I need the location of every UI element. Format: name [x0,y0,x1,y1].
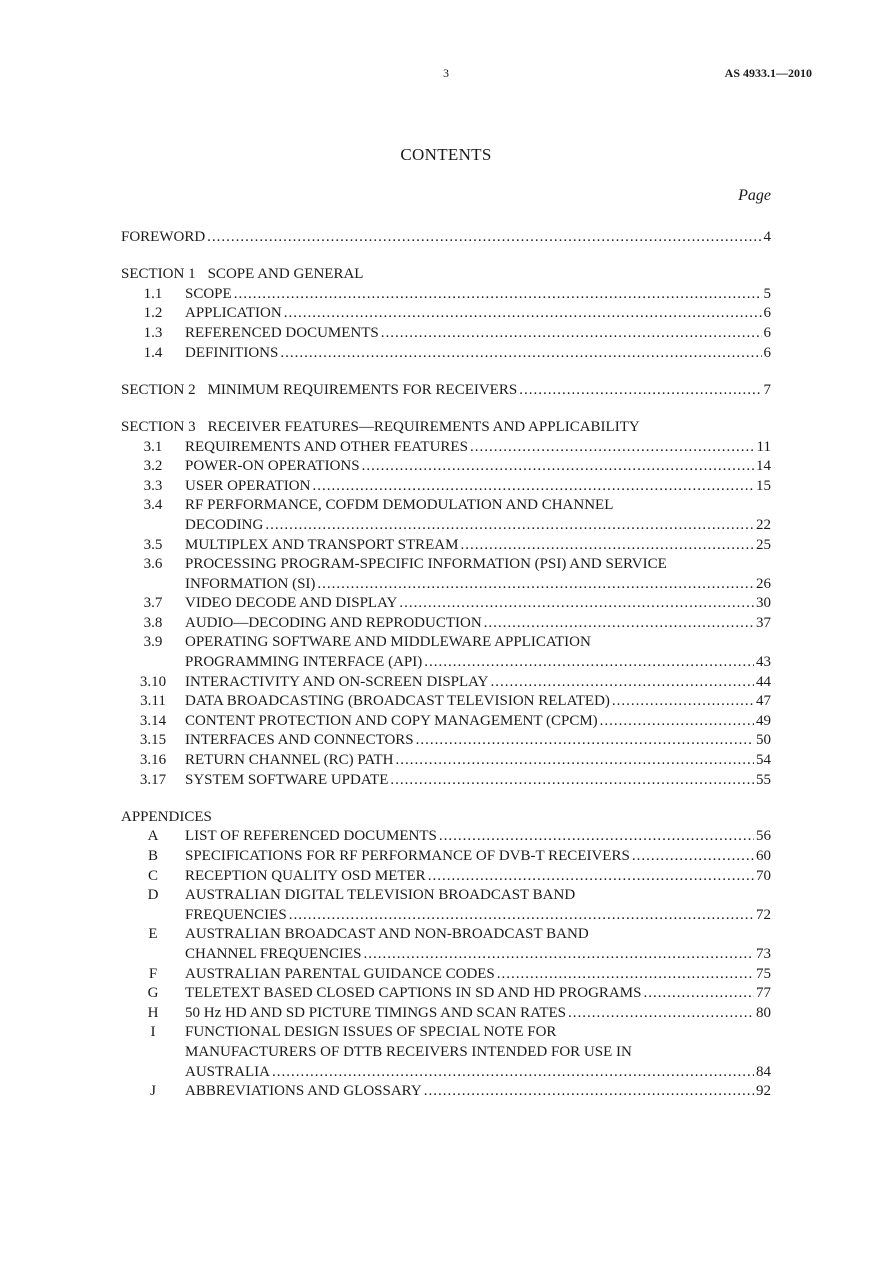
toc-entry-number: 1.2 [143,305,163,322]
toc-entry-page: 6 [763,344,771,361]
section-1-entries [121,285,771,363]
section-3-entry[interactable] [121,614,771,634]
dot-leader [284,304,762,324]
toc-entry-line [121,614,771,634]
section-heading [121,418,771,438]
toc-entry-title: CONTENT PROTECTION AND COPY MANAGEMENT (CPCM) [185,712,598,729]
toc-entry-line [121,536,771,556]
toc-entry-title: USER OPERATION [185,477,311,494]
toc-entry-page: 56 [756,828,771,845]
section-3-entry[interactable] [121,536,771,556]
toc-entry-title: SPECIFICATIONS FOR RF PERFORMANCE OF DVB-T RECEIVERS [185,848,630,864]
toc-entry-page: 11 [756,438,771,455]
toc-entry-title-line: AUSTRALIAN BROADCAST AND NON-BROADCAST BAND [185,926,589,943]
table-of-contents [121,228,771,1102]
toc-entry-title-line: RF PERFORMANCE, COFDM DEMODULATION AND CHANNEL [185,497,614,514]
section-3-entry[interactable] [121,771,771,791]
toc-entry-page: 43 [756,654,771,671]
appendix-entry[interactable] [121,965,771,985]
toc-entry-number: C [147,867,158,884]
toc-entry-line [121,847,771,867]
document-identifier: AS 4933.1—2010 [724,66,812,80]
section-number: SECTION 1 [121,266,196,283]
toc-entry-number: 1.1 [143,285,163,302]
toc-entry-number: 3.4 [143,497,163,514]
section-3-entry[interactable] [121,555,771,594]
toc-entry-line [121,575,771,595]
appendices-heading [121,808,771,828]
toc-entry-line [121,945,771,965]
dot-leader [643,984,754,1004]
toc-entry-title: DEFINITIONS [185,344,279,361]
toc-entry-title: LIST OF REFERENCED DOCUMENTS [185,828,437,845]
toc-entry-line [121,285,771,305]
toc-entry-line [121,304,771,324]
appendix-entry[interactable] [121,847,771,867]
toc-entry-page: 44 [756,673,771,690]
toc-entry-line [121,1043,771,1063]
dot-leader [428,867,754,887]
dot-leader [519,381,761,401]
toc-entry-title: 50 Hz HD AND SD PICTURE TIMINGS AND SCAN RATES [185,1004,567,1021]
section-3-entry[interactable] [121,673,771,693]
dot-leader [390,771,754,791]
dot-leader [416,731,754,751]
toc-entry-title-line: MANUFACTURERS OF DTTB RECEIVERS INTENDED FOR USE IN [185,1043,632,1060]
toc-entry-foreword[interactable] [121,228,771,248]
toc-entry-number: 3.1 [143,438,163,455]
toc-entry-title: SCOPE [185,285,232,302]
section-1-entry[interactable] [121,304,771,324]
toc-entry-page: 4 [763,229,771,245]
toc-entry-number: 3.6 [143,556,163,573]
section-3-entries [121,438,771,791]
toc-entry-title: VIDEO DECODE AND DISPLAY [185,595,398,612]
dot-leader [484,614,754,634]
section-1-entry[interactable] [121,344,771,364]
section-number: SECTION 3 [121,418,196,435]
dot-leader [289,906,754,926]
toc-entry-title: ABBREVIATIONS AND GLOSSARY [185,1083,422,1100]
toc-entry-page: 26 [756,575,771,592]
toc-entry-title: AUSTRALIAN PARENTAL GUIDANCE CODES [185,965,495,982]
toc-entry-number: G [147,985,159,1002]
toc-entry-page: 5 [763,285,771,302]
section-3-entry[interactable] [121,438,771,458]
toc-entry-number: 1.4 [143,344,163,361]
toc-entry-number: A [147,828,159,845]
toc-entry-number: I [150,1024,156,1041]
toc-entry-title: FREQUENCIES [185,906,287,923]
section-3-entry[interactable] [121,594,771,614]
section-number: SECTION 2 [121,381,196,398]
toc-entry-number: J [150,1083,156,1100]
section-1-entry[interactable] [121,285,771,305]
toc-entry-title: RETURN CHANNEL (RC) PATH [185,752,394,769]
appendix-entry[interactable] [121,1082,771,1102]
contents-title: CONTENTS [400,145,492,164]
toc-entry-line [121,771,771,791]
toc-entry-line [121,344,771,364]
section-3-entry[interactable] [121,633,771,672]
toc-entry-title: TELETEXT BASED CLOSED CAPTIONS IN SD AND HD PROGRAMS [185,985,642,1002]
toc-entry-number: F [148,965,158,982]
toc-entry-section-2[interactable] [121,381,771,401]
appendix-entry[interactable] [121,925,771,964]
toc-entry-line [121,438,771,458]
toc-entry-number: 3.9 [143,634,163,651]
section-3-entry[interactable] [121,751,771,771]
dot-leader [272,1063,754,1083]
toc-entry-number: D [147,887,159,904]
toc-entry-title-line: OPERATING SOFTWARE AND MIDDLEWARE APPLICATION [185,634,591,651]
section-3-entry[interactable] [121,712,771,732]
toc-entry-title: AUSTRALIA [185,1063,270,1080]
toc-entry-title: POWER-ON OPERATIONS [185,458,360,475]
toc-entry-title: DATA BROADCASTING (BROADCAST TELEVISION RELATED) [185,693,610,710]
dot-leader [460,536,754,556]
appendix-entry[interactable] [121,1023,771,1082]
toc-entry-title: INFORMATION (SI) [185,575,316,592]
toc-entry-page: 47 [756,693,771,710]
appendix-entry[interactable] [121,827,771,847]
page-column-label: Page [738,187,771,204]
toc-entry-title: SYSTEM SOFTWARE UPDATE [185,771,389,788]
toc-entry-page: 75 [756,965,771,982]
toc-entry-line [121,653,771,673]
dot-leader [399,594,754,614]
toc-entry-page: 70 [756,867,771,884]
appendix-entries [121,827,771,1101]
dot-leader [497,965,754,985]
dot-leader [439,827,754,847]
toc-entry-title-line: FUNCTIONAL DESIGN ISSUES OF SPECIAL NOTE FOR [185,1024,557,1041]
toc-entry-page: 92 [756,1083,771,1100]
dot-leader [424,653,754,673]
toc-entry-line [121,633,771,653]
toc-entry-page: 54 [756,752,771,769]
toc-entry-page: 14 [756,458,771,475]
section-title: RECEIVER FEATURES—REQUIREMENTS AND APPLICABILITY [207,418,640,435]
toc-entry-page: 80 [756,1004,771,1021]
toc-entry-line [121,1004,771,1024]
section-title: SCOPE AND GENERAL [207,266,364,283]
toc-entry-number: 3.14 [139,712,167,729]
toc-entry-number: 3.5 [143,536,163,553]
toc-entry-line [121,673,771,693]
dot-leader [317,575,754,595]
dot-leader [470,438,755,458]
appendix-entry[interactable] [121,867,771,887]
toc-entry-page: 6 [763,324,771,341]
section-title: MINIMUM REQUIREMENTS FOR RECEIVERS [207,381,518,398]
toc-entry-line [121,457,771,477]
toc-entry-page: 55 [756,771,771,788]
toc-entry-line [121,965,771,985]
toc-entry-title-line: PROCESSING PROGRAM-SPECIFIC INFORMATION (PSI) AND SERVICE [185,556,667,573]
toc-entry-page: 50 [756,732,771,749]
toc-entry-number: 3.7 [143,595,163,612]
toc-entry-number: 3.11 [140,693,166,710]
page-number: 3 [443,66,449,80]
dot-leader [395,751,754,771]
toc-entry-title: DECODING [185,516,264,533]
toc-entry-number: H [147,1004,159,1021]
toc-entry-page: 72 [756,906,771,923]
toc-entry-line [121,477,771,497]
toc-entry-page: 30 [756,595,771,612]
toc-entry-page: 25 [756,536,771,553]
section-3-entry[interactable] [121,496,771,535]
section-1-entry[interactable] [121,324,771,344]
toc-entry-title: REFERENCED DOCUMENTS [185,324,379,341]
toc-entry-number: 3.8 [143,614,163,631]
toc-entry-title: MULTIPLEX AND TRANSPORT STREAM [185,536,459,553]
toc-entry-page: 7 [763,381,771,398]
toc-entry-page: 6 [763,305,771,322]
toc-entry-title: APPLICATION [185,305,282,322]
toc-entry-title: INTERACTIVITY AND ON-SCREEN DISPLAY [185,673,489,690]
toc-entry-title-line: AUSTRALIAN DIGITAL TELEVISION BROADCAST BAND [185,887,576,904]
dot-leader [280,344,761,364]
dot-leader [234,285,762,305]
section-heading [121,265,771,285]
appendix-entry[interactable] [121,886,771,925]
dot-leader [600,712,754,732]
dot-leader [312,477,754,497]
toc-entry-title: INTERFACES AND CONNECTORS [185,732,414,749]
toc-entry-title: PROGRAMMING INTERFACE (API) [185,654,423,671]
appendices-title: APPENDICES [121,808,212,825]
toc-entry-line [121,594,771,614]
dot-leader [362,457,754,477]
toc-entry-title: CHANNEL FREQUENCIES [185,945,362,962]
dot-leader [612,692,754,712]
toc-entry-line [121,827,771,847]
toc-entry-number: 3.17 [139,771,167,788]
toc-entry-title: RECEPTION QUALITY OSD METER [185,867,426,884]
dot-leader [490,673,754,693]
toc-entry-title: REQUIREMENTS AND OTHER FEATURES [185,438,468,455]
dot-leader [568,1004,754,1024]
toc-entry-number: 3.15 [139,732,167,749]
toc-entry-line [121,516,771,536]
section-3-entry[interactable] [121,692,771,712]
toc-entry-line [121,731,771,751]
appendix-entry[interactable] [121,1004,771,1024]
toc-entry-line [121,751,771,771]
toc-entry-line [121,1023,771,1043]
toc-entry-page: 37 [756,614,771,631]
toc-entry-line [121,867,771,887]
toc-entry-line [121,555,771,575]
toc-entry-page: 77 [756,985,771,1002]
toc-entry-number: 3.2 [143,458,163,475]
toc-entry-number: 1.3 [143,324,163,341]
appendix-entry[interactable] [121,984,771,1004]
toc-entry-number: 3.10 [139,673,167,690]
toc-entry-number: 3.16 [139,752,167,769]
section-3-entry[interactable] [121,731,771,751]
dot-leader [424,1082,754,1102]
toc-entry-line [121,1063,771,1083]
dot-leader [265,516,754,536]
dot-leader [364,945,754,965]
toc-entry-page: 84 [756,1063,771,1080]
section-3-entry[interactable] [121,477,771,497]
toc-entry-number: B [147,848,158,864]
toc-entry-line [121,324,771,344]
dot-leader [632,847,754,867]
toc-entry-number: E [148,926,158,943]
toc-entry-line [121,984,771,1004]
section-3-entry[interactable] [121,457,771,477]
toc-entry-line [121,496,771,516]
toc-entry-line [121,925,771,945]
toc-entry-line [121,692,771,712]
toc-entry-page: 22 [756,516,771,533]
toc-entry-page: 15 [756,477,771,494]
dot-leader [207,228,761,248]
dot-leader [381,324,762,344]
toc-entry-page: 73 [756,945,771,962]
toc-entry-page: 60 [756,848,771,864]
toc-entry-line [121,886,771,906]
toc-entry-line [121,906,771,926]
toc-entry-page: 49 [756,712,771,729]
toc-entry-number: 3.3 [143,477,163,494]
toc-entry-title: AUDIO—DECODING AND REPRODUCTION [185,614,482,631]
toc-entry-title: FOREWORD [121,229,206,245]
toc-entry-line [121,712,771,732]
toc-entry-line [121,1082,771,1102]
